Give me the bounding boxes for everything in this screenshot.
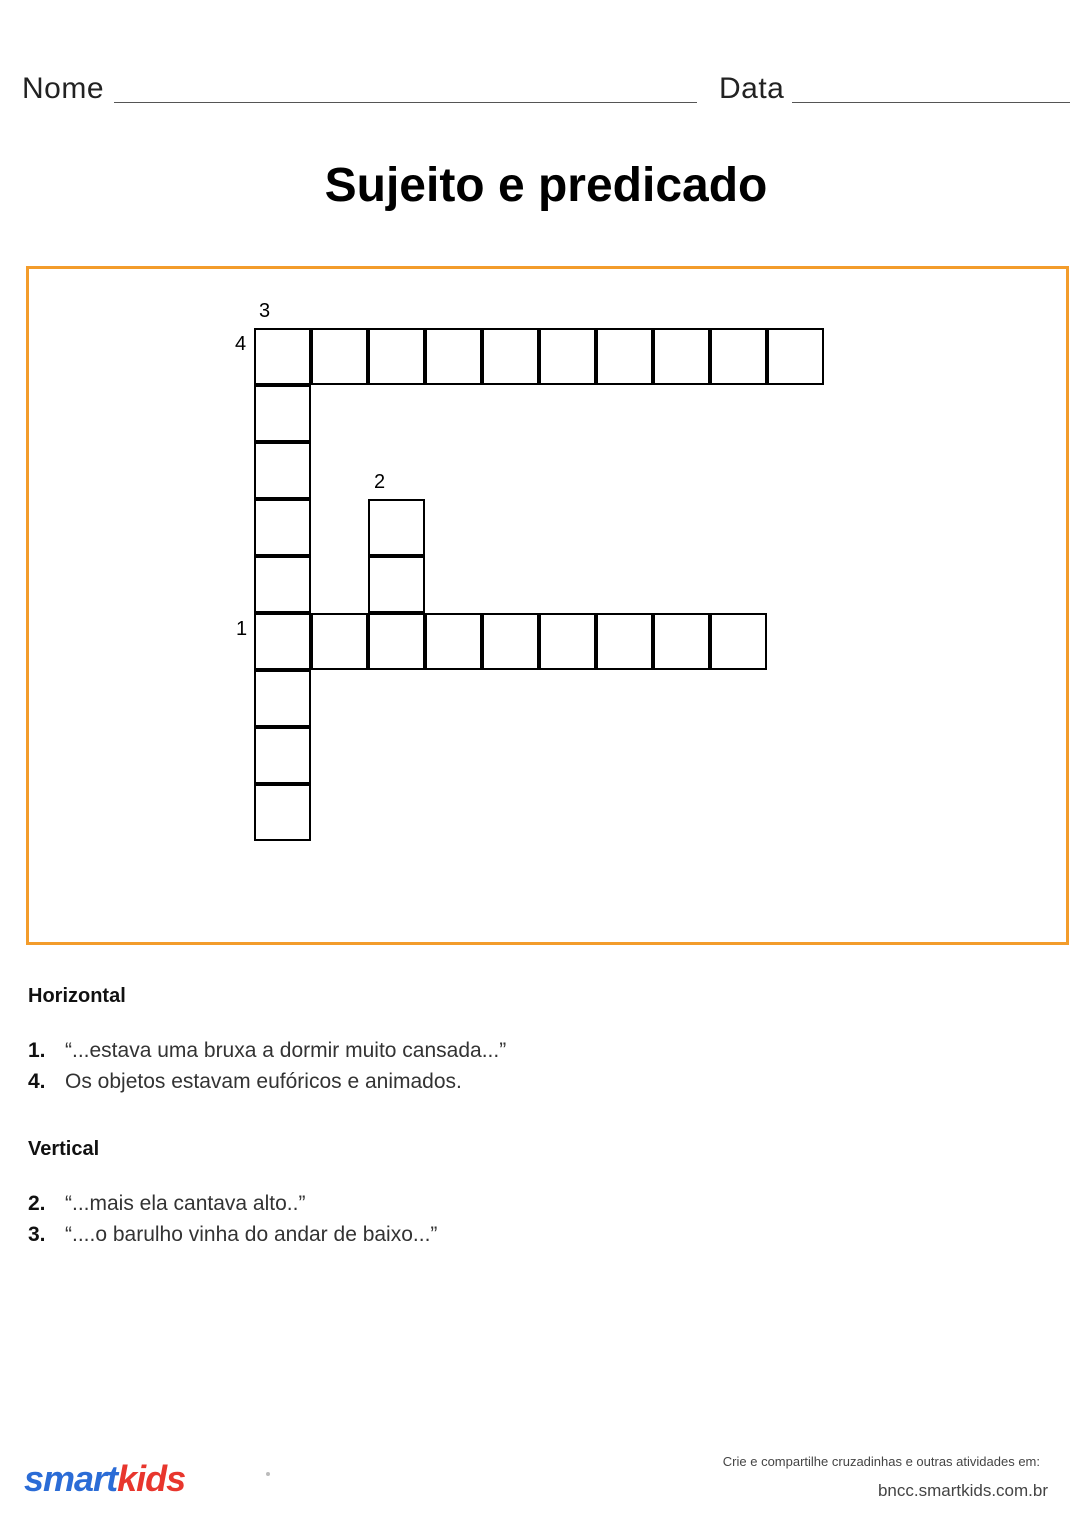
grid-cell[interactable] (254, 328, 311, 385)
smartkids-logo (24, 1458, 185, 1500)
grid-cell[interactable] (482, 613, 539, 670)
clue-num: 4. (28, 1070, 46, 1093)
grid-cell[interactable] (254, 727, 311, 784)
grid-cell[interactable] (539, 613, 596, 670)
grid-cell[interactable] (368, 328, 425, 385)
grid-cell[interactable] (653, 613, 710, 670)
clue-number-1: 1 (236, 618, 248, 640)
clue-horizontal-4 (28, 1070, 462, 1094)
page-title: Sujeito e predicado (324, 159, 768, 212)
grid-cell[interactable] (254, 499, 311, 556)
grid-cell[interactable] (596, 328, 653, 385)
name-line[interactable] (114, 102, 697, 103)
grid-cell[interactable] (425, 613, 482, 670)
grid-cell[interactable] (254, 613, 311, 670)
clue-text: Os objetos estavam eufóricos e animados. (65, 1070, 462, 1093)
logo-text-smart: smart (24, 1458, 118, 1499)
clue-number-3: 3 (259, 300, 271, 322)
clue-horizontal-1 (28, 1039, 506, 1063)
grid-cell[interactable] (254, 442, 311, 499)
grid-cell[interactable] (767, 328, 824, 385)
vertical-heading: Vertical (28, 1138, 100, 1160)
grid-cell[interactable] (254, 784, 311, 841)
footer-url[interactable]: bncc.smartkids.com.br (877, 1481, 1048, 1500)
horizontal-heading: Horizontal (28, 985, 126, 1007)
clue-text: “....o barulho vinha do andar de baixo...” (65, 1223, 438, 1246)
grid-cell[interactable] (596, 613, 653, 670)
grid-cell[interactable] (254, 670, 311, 727)
grid-cell[interactable] (710, 328, 767, 385)
clue-text: “...mais ela cantava alto..” (65, 1192, 306, 1215)
clue-num: 2. (28, 1192, 46, 1215)
grid-cell[interactable] (311, 613, 368, 670)
clue-num: 3. (28, 1223, 46, 1246)
clue-number-4: 4 (235, 333, 247, 355)
clue-vertical-2 (28, 1192, 305, 1216)
clue-text: “...estava uma bruxa a dormir muito cansada...” (65, 1039, 507, 1062)
decorative-dot (266, 1472, 270, 1476)
grid-cell[interactable] (710, 613, 767, 670)
grid-cell[interactable] (368, 499, 425, 556)
name-label: Nome (22, 72, 105, 105)
grid-cell[interactable] (482, 328, 539, 385)
date-label: Data (719, 72, 785, 105)
grid-cell[interactable] (539, 328, 596, 385)
footer-note: Crie e compartilhe cruzadinhas e outras atividades em: (722, 1454, 1040, 1469)
clue-number-2: 2 (374, 471, 386, 493)
grid-cell[interactable] (368, 556, 425, 613)
grid-cell[interactable] (254, 556, 311, 613)
grid-cell[interactable] (254, 385, 311, 442)
date-line[interactable] (792, 102, 1070, 103)
grid-cell[interactable] (425, 328, 482, 385)
grid-cell[interactable] (311, 328, 368, 385)
grid-cell[interactable] (653, 328, 710, 385)
clue-num: 1. (28, 1039, 46, 1062)
grid-cell[interactable] (368, 613, 425, 670)
clue-vertical-3 (28, 1223, 437, 1247)
logo-text-kids: kids (117, 1458, 186, 1499)
